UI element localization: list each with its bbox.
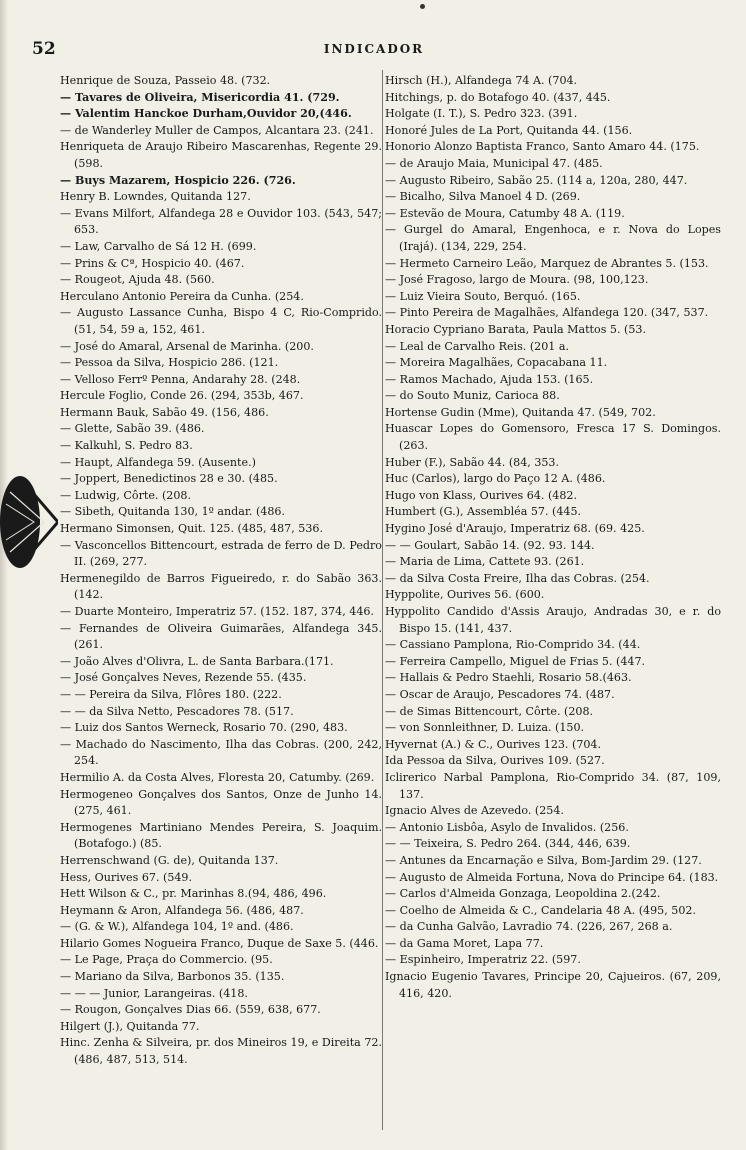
directory-entry: — Cassiano Pamplona, Rio-Comprido 34. (44.	[385, 638, 641, 652]
directory-entry: — Le Page, Praça do Commercio. (95.	[60, 953, 273, 967]
print-mark	[420, 4, 425, 9]
directory-entry: — Tavares de Oliveira, Misericordia 41. (729.	[60, 90, 340, 104]
directory-entry: — da Cunha Galvão, Lavradio 74. (226, 267, 268 a.	[385, 920, 673, 934]
directory-entry: — — Teixeira, S. Pedro 264. (344, 446, 639.	[385, 837, 631, 851]
directory-entry: — Machado do Nascimento, Ilha das Cobras. (200, 242, 254.	[60, 737, 382, 768]
page-header	[32, 38, 716, 60]
directory-entry: — Augusto Ribeiro, Sabão 25. (114 a, 120a, 280, 447.	[385, 173, 688, 187]
directory-entry: Henry B. Lowndes, Quitanda 127.	[60, 190, 251, 204]
directory-entry: — Estevão de Moura, Catumby 48 A. (119.	[385, 206, 625, 220]
directory-entry: Humbert (G.), Assembléa 57. (445.	[385, 505, 582, 519]
directory-entry: — Gurgel do Amaral, Engenhoca, e r. Nova do Lopes (Irajá). (134, 229, 254.	[385, 223, 721, 253]
directory-entry: — — da Silva Netto, Pescadores 78. (517.	[60, 704, 294, 718]
directory-entry: Hugo von Klass, Ourives 64. (482.	[385, 488, 577, 502]
directory-entry: — Kalkuhl, S. Pedro 83.	[60, 439, 193, 453]
directory-entry: Hermogeneo Gonçalves dos Santos, Onze de Junho 14. (275, 461.	[60, 787, 382, 818]
directory-entry: Horacio Cypriano Barata, Paula Mattos 5. (53.	[385, 322, 647, 336]
directory-entry: — Hallais & Pedro Staehli, Rosario 58.(463.	[385, 671, 632, 685]
directory-entry: — de Wanderley Muller de Campos, Alcantara 23. (241.	[60, 123, 374, 137]
directory-entry: — Duarte Monteiro, Imperatriz 57. (152. 187, 374, 446.	[60, 605, 374, 618]
directory-entry: — Moreira Magalhães, Copacabana 11.	[385, 356, 608, 370]
directory-entry: — Augusto Lassance Cunha, Bispo 4 C, Rio-Comprido. (51, 54, 59 a, 152, 461.	[60, 306, 382, 336]
directory-entry: — Hermeto Carneiro Leão, Marquez de Abrantes 5. (153.	[385, 256, 709, 270]
directory-entry: — Ludwig, Côrte. (208.	[60, 488, 192, 502]
directory-entry: — von Sonnleithner, D. Luiza. (150.	[385, 721, 585, 735]
directory-entry: — Espinheiro, Imperatriz 22. (597.	[385, 953, 581, 967]
directory-entry: — Antonio Lisbôa, Asylo de Invalidos. (256.	[385, 820, 629, 834]
directory-entry: Hermann Bauk, Sabão 49. (156, 486.	[60, 405, 269, 419]
directory-entry: — da Gama Moret, Lapa 77.	[385, 936, 544, 950]
directory-entry: Ignacio Eugenio Tavares, Principe 20, Cajueiros. (67, 209, 416, 420.	[385, 970, 721, 1000]
directory-entry: — Sibeth, Quitanda 130, 1º andar. (486.	[60, 505, 286, 519]
directory-entry: Holgate (I. T.), S. Pedro 323. (391.	[385, 107, 578, 121]
directory-entry: Hyppolito Candido d'Assis Araujo, Andradas 30, e r. do Bispo 15. (141, 437.	[385, 605, 721, 635]
directory-entry: — José do Amaral, Arsenal de Marinha. (200.	[60, 339, 314, 353]
directory-entry: — do Souto Muniz, Carioca 88.	[385, 389, 560, 403]
directory-entry: Hermogenes Martiniano Mendes Pereira, S. Joaquim. (Botafogo.) (85.	[60, 820, 382, 851]
directory-entry: — Oscar de Araujo, Pescadores 74. (487.	[385, 687, 615, 701]
directory-entry: — da Silva Costa Freire, Ilha das Cobras. (254.	[385, 571, 650, 585]
directory-entry: — Vasconcellos Bittencourt, estrada de ferro de D. Pedro II. (269, 277.	[60, 538, 382, 569]
directory-entry: Heymann & Aron, Alfandega 56. (486, 487.	[60, 903, 304, 917]
directory-entry: Henriqueta de Araujo Ribeiro Mascarenhas, Regente 29. (598.	[60, 140, 382, 170]
running-title: INDICADOR	[323, 42, 425, 56]
directory-entry: — Augusto de Almeida Fortuna, Nova do Principe 64. (183.	[385, 870, 719, 884]
directory-entry: Ignacio Alves de Azevedo. (254.	[385, 804, 564, 818]
directory-entry: Hortense Gudin (Mme), Quitanda 47. (549, 702.	[385, 405, 656, 419]
directory-entry: — — — Junior, Larangeiras. (418.	[60, 986, 248, 1000]
directory-entry: Huascar Lopes do Gomensoro, Fresca 17 S. Domingos. (263.	[385, 422, 721, 453]
directory-entry: Hercule Foglio, Conde 26. (294, 353b, 467.	[60, 389, 304, 403]
directory-entry: — Rougeot, Ajuda 48. (560.	[60, 273, 215, 287]
directory-entry: — de Simas Bittencourt, Côrte. (208.	[385, 704, 594, 718]
directory-entry: — Buys Mazarem, Hospicio 226. (726.	[60, 173, 296, 187]
directory-entry: — Carlos d'Almeida Gonzaga, Leopoldina 2.(242.	[385, 887, 661, 901]
directory-entry: — Ramos Machado, Ajuda 153. (165.	[385, 372, 594, 386]
page-edge-shadow	[0, 0, 8, 1150]
directory-entry: Hermilio A. da Costa Alves, Floresta 20, Catumby. (269.	[60, 770, 375, 784]
directory-entry: Iclirerico Narbal Pamplona, Rio-Comprido 34. (87, 109, 137.	[385, 770, 721, 801]
directory-entry: Hilgert (J.), Quitanda 77.	[60, 1019, 200, 1033]
directory-entry: — João Alves d'Olivra, L. de Santa Barbara.(171.	[60, 654, 334, 668]
directory-entry: Hyppolite, Ourives 56. (600.	[385, 588, 545, 602]
directory-entry: Henrique de Souza, Passeio 48. (732.	[60, 74, 271, 87]
directory-entry: Hermano Simonsen, Quit. 125. (485, 487, 536.	[60, 522, 323, 536]
directory-entry: — Valentim Hanckoe Durham,Ouvidor 20,(446.	[60, 107, 352, 121]
directory-entry: Honoré Jules de La Port, Quitanda 44. (156.	[385, 123, 633, 137]
directory-entry: — Glette, Sabão 39. (486.	[60, 422, 205, 436]
directory-entry: — (G. & W.), Alfandega 104, 1º and. (486.	[60, 920, 294, 934]
directory-entry: Honorio Alonzo Baptista Franco, Santo Amaro 44. (175.	[385, 140, 700, 154]
directory-entry: — Coelho de Almeida & C., Candelaria 48 A. (495, 502.	[385, 903, 696, 917]
directory-entry: — José Fragoso, largo de Moura. (98, 100,123.	[385, 273, 649, 287]
directory-entry: Hinc. Zenha & Silveira, pr. dos Mineiros 19, e Direita 72.(486, 487, 513, 514.	[60, 1036, 382, 1067]
directory-entry: Hitchings, p. do Botafogo 40. (437, 445.	[385, 90, 611, 104]
directory-entry: — Ferreira Campello, Miguel de Frias 5. (447.	[385, 654, 646, 668]
directory-entry: — Maria de Lima, Cattete 93. (261.	[385, 555, 585, 569]
directory-entry: — — Goulart, Sabão 14. (92. 93. 144.	[385, 538, 595, 552]
directory-entry: — Leal de Carvalho Reis. (201 a.	[385, 339, 570, 353]
directory-entry: — Pinto Pereira de Magalhães, Alfandega 120. (347, 537.	[385, 306, 709, 320]
directory-entry: Herrenschwand (G. de), Quitanda 137.	[60, 853, 279, 867]
directory-entry: Ida Pessoa da Silva, Ourives 109. (527.	[385, 754, 605, 768]
directory-entry: — Luiz Vieira Souto, Berquó. (165.	[385, 289, 581, 303]
directory-entry: Hyvernat (A.) & C., Ourives 123. (704.	[385, 737, 602, 751]
right-column	[385, 73, 721, 1002]
directory-entry: Herculano Antonio Pereira da Cunha. (254.	[60, 289, 304, 303]
column-divider	[382, 70, 383, 1130]
directory-entry: — Luiz dos Santos Werneck, Rosario 70. (290, 483.	[60, 721, 348, 735]
directory-entry: — Law, Carvalho de Sá 12 H. (699.	[60, 239, 257, 253]
directory-entry: — Fernandes de Oliveira Guimarães, Alfandega 345. (261.	[60, 621, 382, 652]
directory-entry: — Evans Milfort, Alfandega 28 e Ouvidor 103. (543, 547; 653.	[60, 206, 382, 237]
directory-entry: — Prins & Cª, Hospicio 40. (467.	[60, 256, 245, 270]
page-number: 52	[32, 39, 56, 59]
directory-entry: — Haupt, Alfandega 59. (Ausente.)	[60, 455, 256, 469]
directory-entry: — Pessoa da Silva, Hospicio 286. (121.	[60, 356, 279, 370]
directory-entry: — Velloso Ferrº Penna, Andarahy 28. (248.	[60, 372, 301, 386]
directory-entry: — de Araujo Maia, Municipal 47. (485.	[385, 156, 603, 170]
directory-entry: — Rougon, Gonçalves Dias 66. (559, 638, 677.	[60, 1003, 321, 1017]
directory-entry: Huber (F.), Sabão 44. (84, 353.	[385, 455, 560, 469]
directory-entry: Hett Wilson & C., pr. Marinhas 8.(94, 486, 496.	[60, 887, 327, 901]
directory-entry: Hilario Gomes Nogueira Franco, Duque de Saxe 5. (446.	[60, 936, 379, 950]
directory-entry: — Mariano da Silva, Barbonos 35. (135.	[60, 970, 285, 984]
directory-entry: — Bicalho, Silva Manoel 4 D. (269.	[385, 190, 581, 204]
directory-entry: Hygino José d'Araujo, Imperatriz 68. (69. 425.	[385, 522, 645, 536]
directory-entry: Huc (Carlos), largo do Paço 12 A. (486.	[385, 472, 606, 486]
directory-entry: Hermenegildo de Barros Figueiredo, r. do Sabão 363. (142.	[60, 571, 382, 602]
directory-entry: Hess, Ourives 67. (549.	[60, 870, 193, 884]
directory-entry: — Antunes da Encarnação e Silva, Bom-Jardim 29. (127.	[385, 853, 702, 867]
directory-entry: Hirsch (H.), Alfandega 74 A. (704.	[385, 74, 578, 87]
directory-entry: — José Gonçalves Neves, Rezende 55. (435.	[60, 671, 307, 685]
directory-entry: — — Pereira da Silva, Flôres 180. (222.	[60, 687, 282, 701]
binding-hole-icon	[0, 474, 58, 570]
left-column	[60, 73, 382, 1069]
directory-entry: — Joppert, Benedictinos 28 e 30. (485.	[60, 472, 278, 486]
